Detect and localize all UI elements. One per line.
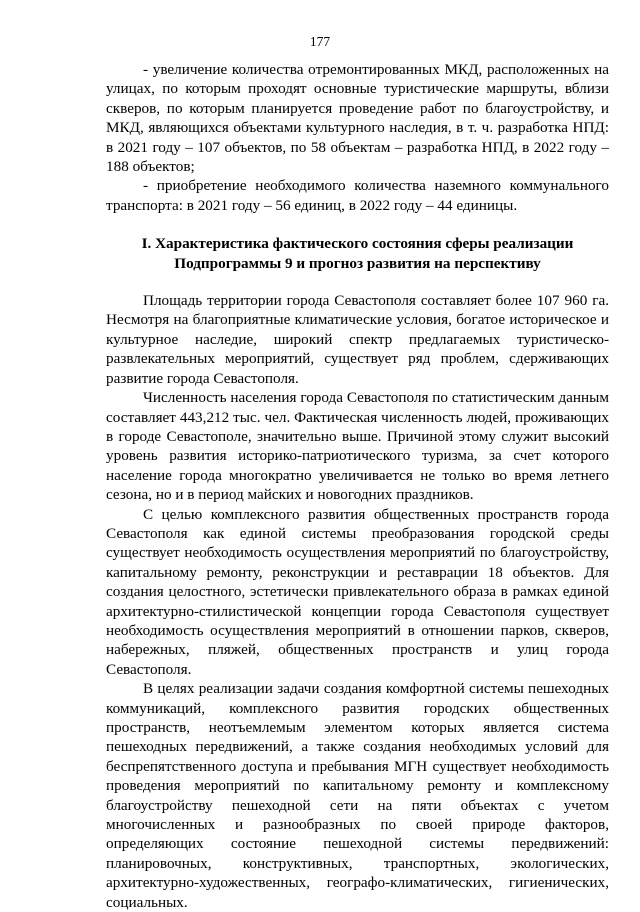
section-heading-line-2: Подпрограммы 9 и прогноз развития на перспективу	[174, 254, 541, 272]
section-heading	[106, 234, 609, 273]
paragraph-population: Численность населения города Севастополя по статистическим данным составляет 443,212 тыс. чел. Фактическая численность людей, проживающих в городе Севастополе, значительно выше. Причиной этому служит высокий уровень развития историко-патриотического туризма, за счет которого население города многократно увеличивается не только во время летнего сезона, но и в период майских и новогодних праздников.	[106, 389, 609, 504]
list-item: - увеличение количества отремонтированных МКД, расположенных на улицах, по которым проходят основные туристические маршруты, вблизи скверов, по которым планируется проведение работ по благоустройству, и МКД, являющихся объектами культурного наследия, в т. ч. разработка НПД: в 2021 году – 107 объектов, по 58 объектам – разработка НПД, в 2022 году – 188 объектов;	[106, 61, 609, 176]
document-body	[106, 60, 609, 912]
section-heading-line-1: I. Характеристика фактического состояния сферы реализации	[141, 235, 574, 253]
page-number: 177	[309, 34, 331, 49]
paragraph-territory: Площадь территории города Севастополя составляет более 107 960 га. Несмотря на благоприятные климатические условия, богатое историческое и культурное наследие, широкий спектр предлагаемых туристическо-развлекательных мероприятий, существует ряд проблем, сдерживающих развитие города Севастополя.	[106, 292, 609, 387]
list-item: - приобретение необходимого количества наземного коммунального транспорта: в 2021 году – 56 единиц, в 2022 году – 44 единицы.	[106, 177, 609, 214]
paragraph-pedestrian-network: В целях реализации задачи создания комфортной системы пешеходных коммуникаций, комплексного развития городских общественных пространств, неотъемлемым элементом которых является система пешеходных передвижений, а также создания необходимых условий для беспрепятственного доступа и пребывания МГН существует необходимость проведения мероприятий по капитальному ремонту и комплексному благоустройству пешеходной сети на пяти объектах с учетом многочисленных и разнообразных по своей природе факторов, определяющих состояние пешеходной системы передвижений: планировочных, конструктивных, транспортных, экологических, архитектурно-художественных, географо-климатических, гигиенических, социальных.	[106, 680, 609, 911]
paragraph-public-spaces: С целью комплексного развития общественных пространств города Севастополя как единой системы преобразования городской среды существует необходимость осуществления мероприятий по благоустройству, капитальному ремонту, реконструкции и реставрации 18 объектов. Для создания целостного, эстетически привлекательного образа в рамках единой архитектурно-стилистической концепции города Севастополя существует необходимость осуществления мероприятий в отношении парков, скверов, набережных, пляжей, общественных пространств и улиц города Севастополя.	[106, 505, 609, 678]
